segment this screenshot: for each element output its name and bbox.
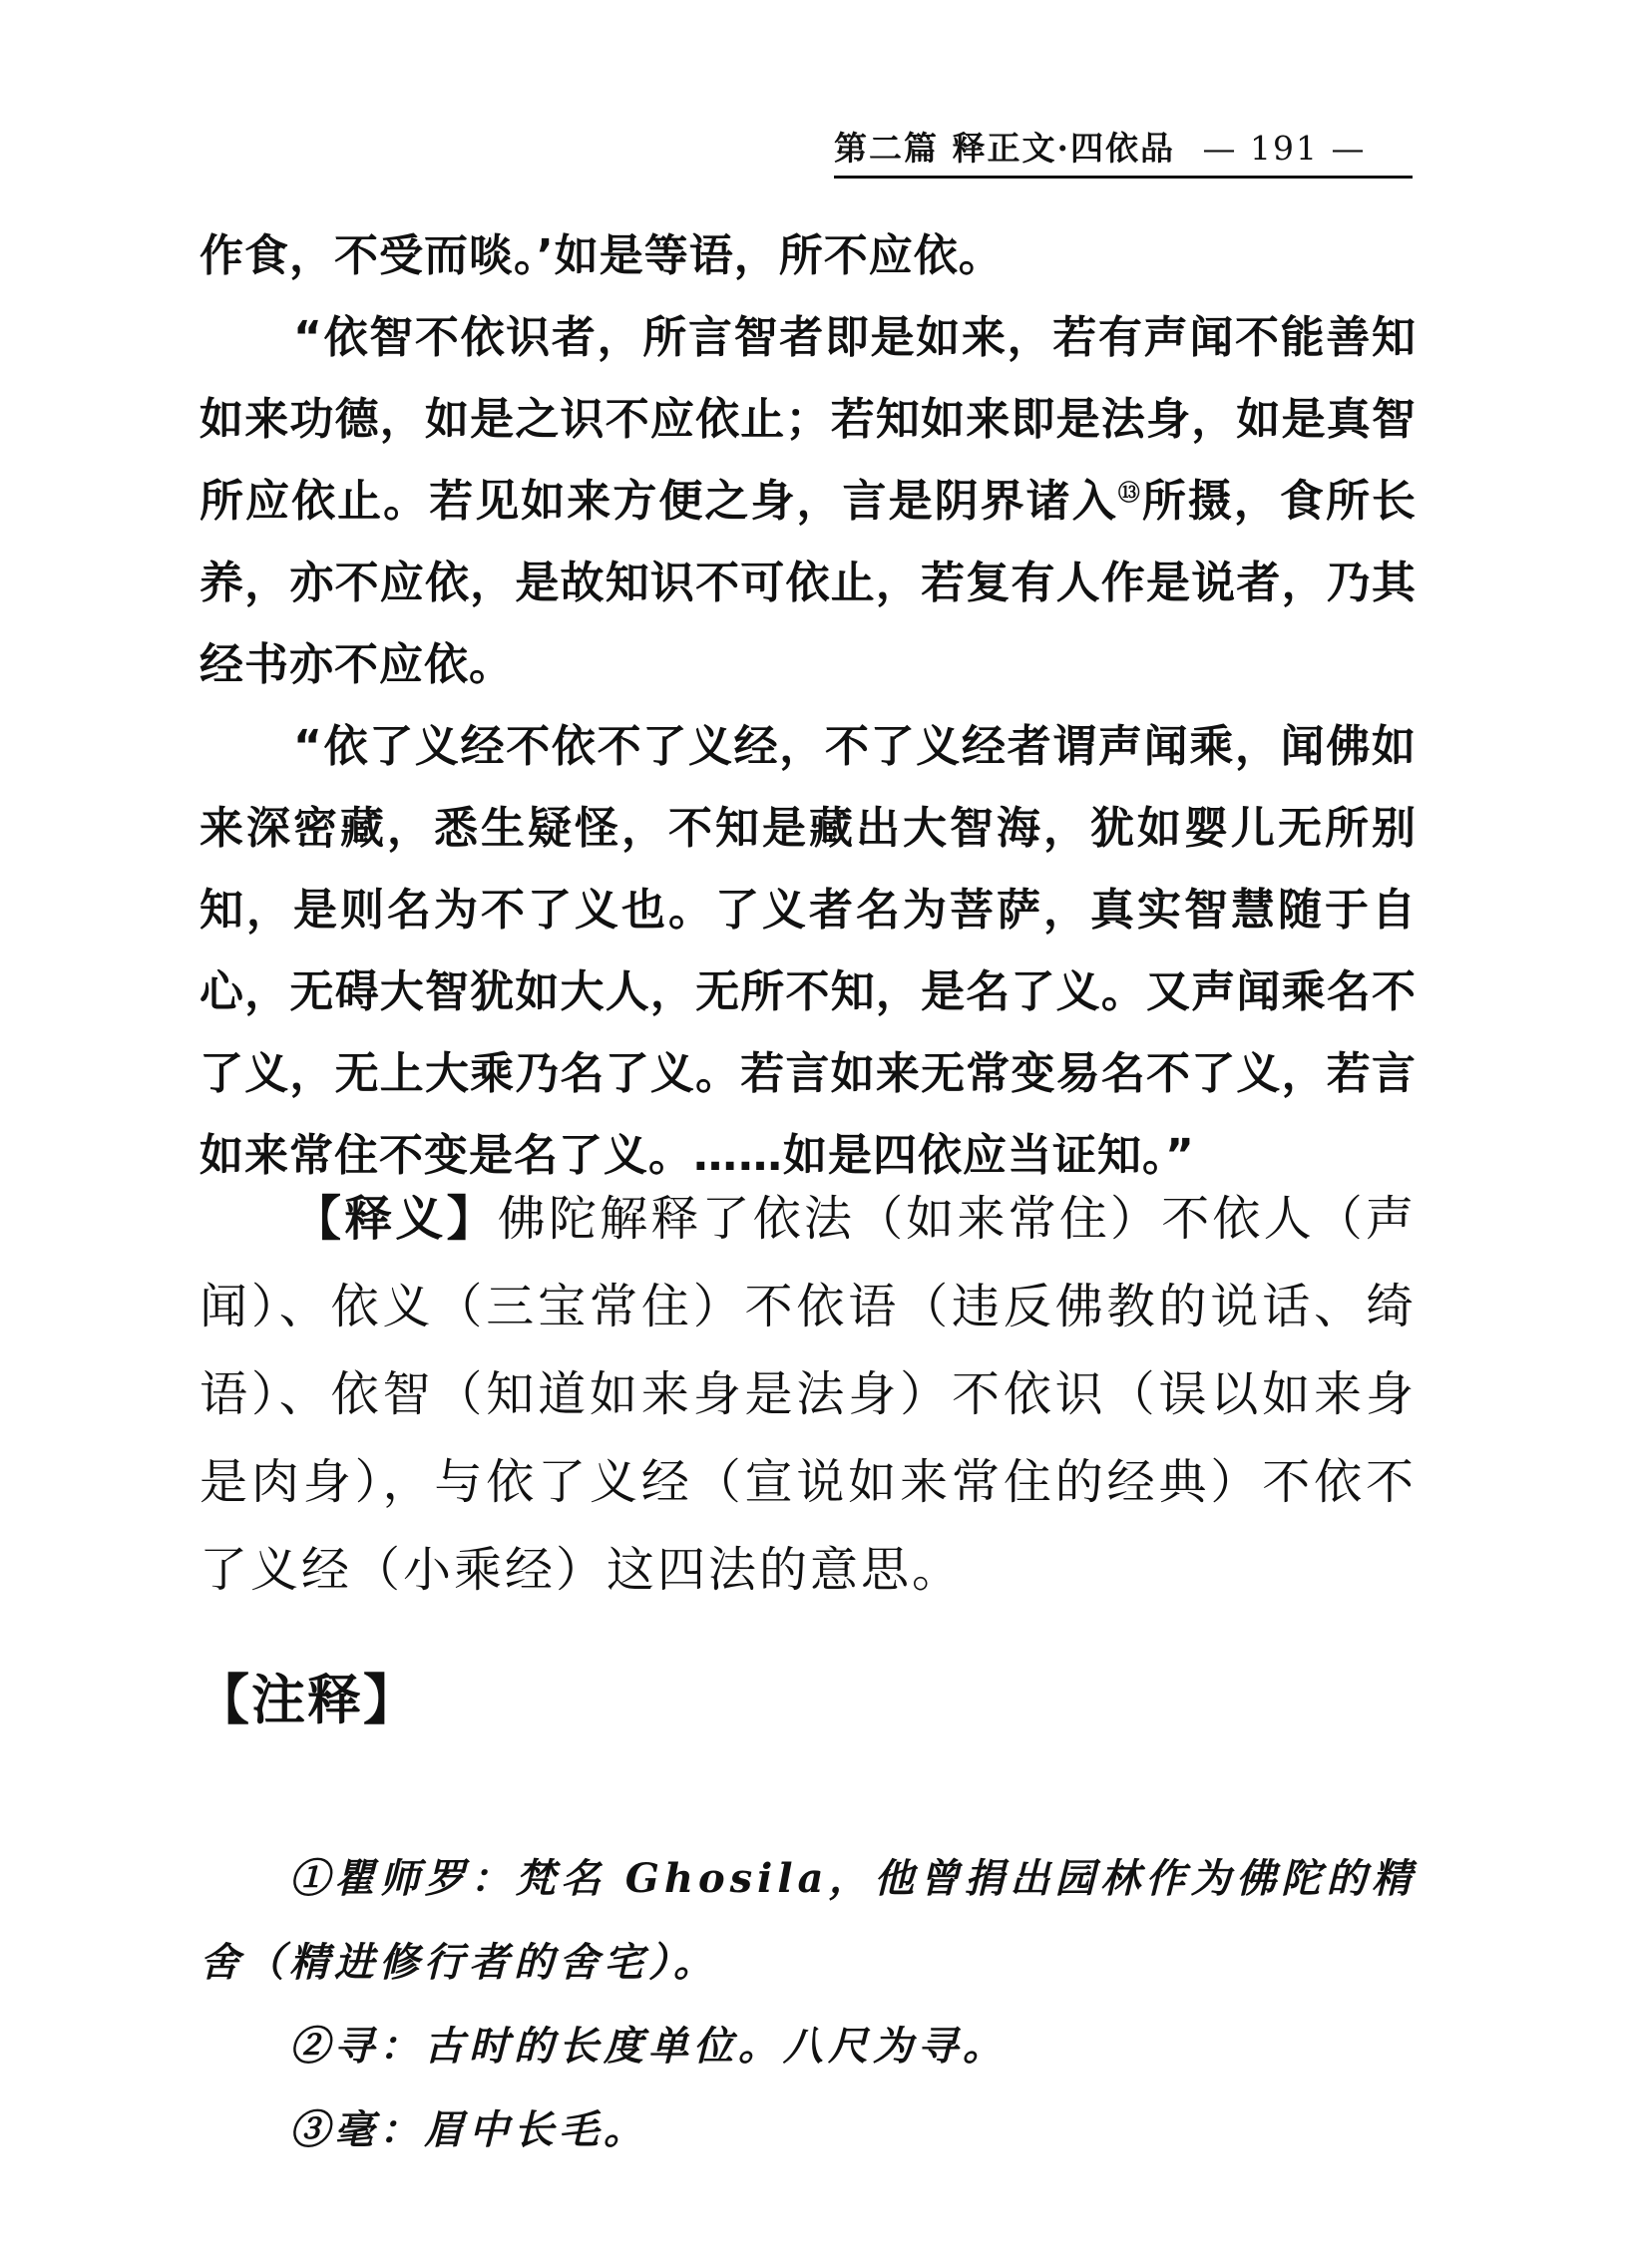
body-paragraph-3: “依了义经不依不了义经，不了义经者谓声闻乘，闻佛如来深密藏，悉生疑怪，不知是藏出大智海，犹如婴儿无所别知，是则名为不了义也。了义者名为菩萨，真实智慧随于自心，无碍大智犹如大人，无所不知，是名了义。又声闻乘名不了义，无上大乘乃名了义。若言如来无常变易名不了义，若言如来常住不变是名了义。……如是四依应当证知。”: [200, 721, 1417, 1181]
notes-heading: 【注释】: [196, 1668, 419, 1731]
explanation-text: 佛陀解释了依法（如来常住）不依人（声闻）、依义（三宝常住）不依语（违反佛教的说话、绮语）、依智（知道如来身是法身）不依识（误以如来身是肉身），与依了义经（宣说如来常住的经典）不依不了义经（小乘经）这四法的意思。: [200, 1191, 1417, 1598]
explanation-paragraph: [200, 1175, 1417, 1614]
note-item-2: ②寻：古时的长度单位。八尺为寻。: [289, 2023, 1008, 2070]
note-item-3: ③毫：眉中长毛。: [289, 2106, 648, 2153]
body-paragraph-1: 作食，不受而啖。’如是等语，所不应依。: [200, 230, 1004, 281]
page-number: — 191 —: [1202, 129, 1367, 168]
section-title: 第二篇 释正文·四依品: [834, 129, 1175, 168]
explanation-label: 【释义】: [293, 1191, 498, 1247]
running-header: [834, 123, 1413, 179]
footnote-ref-13: ⑬: [1117, 481, 1142, 507]
paragraph-2-text-b: 所摄，食所长养，亦不应依，是故知识不可依止，若复有人作是说者，乃其经书亦不应依。: [200, 476, 1418, 690]
body-paragraph-2: [200, 297, 1417, 706]
paragraph-2-text-a: “依智不依识者，所言智者即是如来，若有声闻不能善知如来功德，如是之识不应依止；若知如来即是法身，如是真智所应依止。若见如来方便之身，言是阴界诸入: [200, 312, 1417, 527]
note-item-1: ①瞿师罗：梵名 Ghosila，他曾捐出园林作为佛陀的精舍（精进修行者的舍宅）。: [200, 1855, 1417, 1986]
